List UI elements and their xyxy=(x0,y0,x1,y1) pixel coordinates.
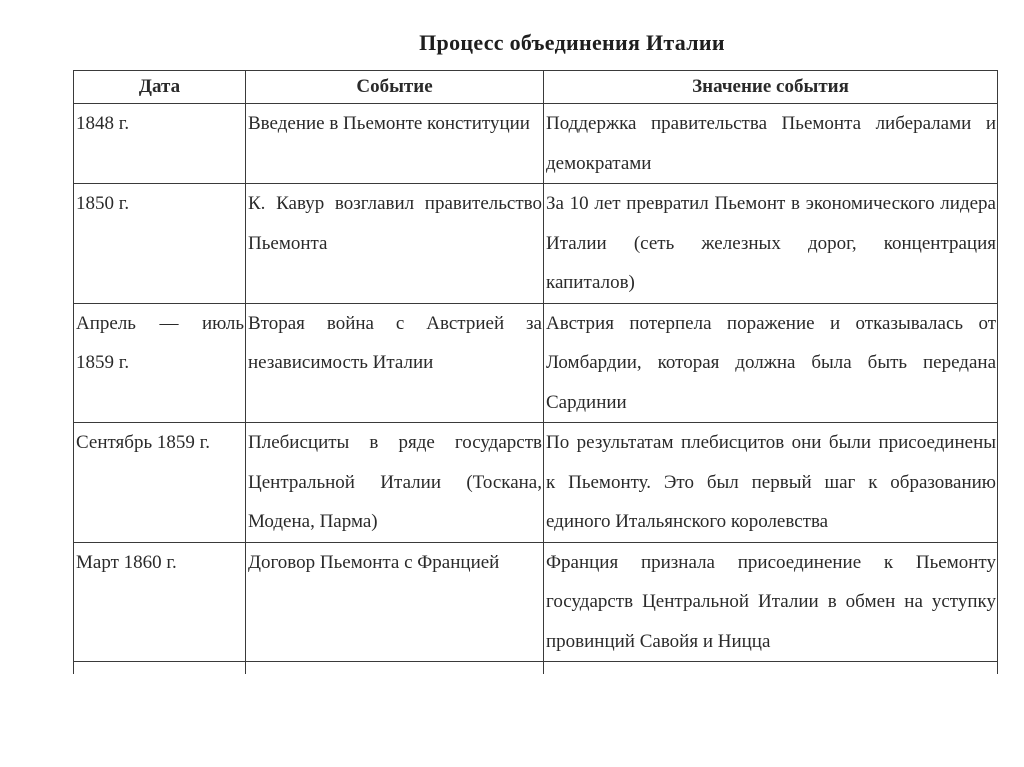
cell-date: Сентябрь 1859 г. xyxy=(74,423,246,543)
table-row xyxy=(74,542,998,662)
cell-date: 1850 г. xyxy=(74,184,246,304)
cell-empty xyxy=(544,662,998,675)
cell-date: Март 1860 г. xyxy=(74,542,246,662)
cell-event: Плебисциты в ряде государств Центральной Италии (Тоскана, Модена, Парма) xyxy=(246,423,544,543)
table-header-row xyxy=(74,71,998,104)
cell-date: Апрель — июль 1859 г. xyxy=(74,303,246,423)
table-row xyxy=(74,303,998,423)
cell-empty xyxy=(246,662,544,675)
table-row xyxy=(74,184,998,304)
table-row-continuation xyxy=(74,662,998,675)
header-event: Событие xyxy=(246,71,544,104)
events-table xyxy=(73,70,998,674)
table-row xyxy=(74,104,998,184)
cell-date: 1848 г. xyxy=(74,104,246,184)
cell-event: Введение в Пьемонте конституции xyxy=(246,104,544,184)
cell-event: К. Кавур возглавил правительство Пьемонта xyxy=(246,184,544,304)
cell-meaning: По результатам плебисцитов они были присоединены к Пьемонту. Это был первый шаг к образованию единого Итальянского королевства xyxy=(544,423,998,543)
cell-meaning: Франция признала присоединение к Пьемонту государств Центральной Италии в обмен на уступку провинций Савойя и Ницца xyxy=(544,542,998,662)
cell-empty xyxy=(74,662,246,675)
header-meaning: Значение события xyxy=(544,71,998,104)
cell-meaning: Австрия потерпела поражение и отказывалась от Ломбардии, которая должна была быть передана Сардинии xyxy=(544,303,998,423)
cell-event: Вторая война с Австрией за независимость Италии xyxy=(246,303,544,423)
page-title: Процесс объединения Италии xyxy=(419,30,725,55)
table-row xyxy=(74,423,998,543)
cell-meaning: Поддержка правительства Пьемонта либералами и демократами xyxy=(544,104,998,184)
cell-event: Договор Пьемонта с Францией xyxy=(246,542,544,662)
cell-meaning: За 10 лет превратил Пьемонт в экономического лидера Италии (сеть железных дорог, концентрация капиталов) xyxy=(544,184,998,304)
header-date: Дата xyxy=(74,71,246,104)
